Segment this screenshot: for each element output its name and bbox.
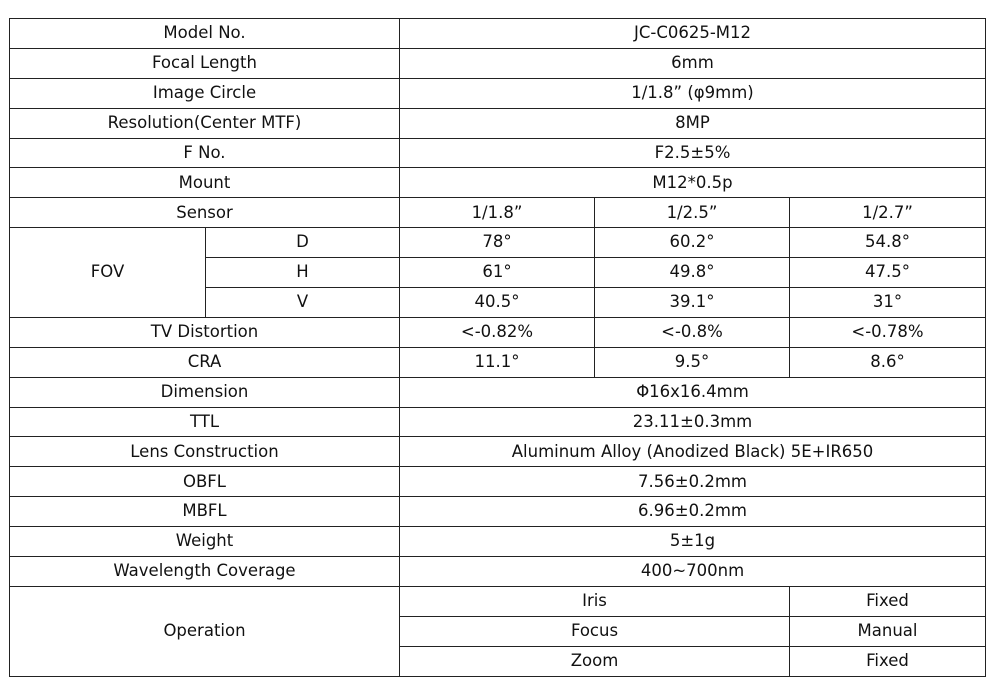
row-value: M12*0.5p	[400, 168, 986, 198]
row-label: Dimension	[10, 377, 400, 407]
table-row	[10, 78, 986, 108]
row-value: 9.5°	[595, 347, 790, 377]
row-value: 23.11±0.3mm	[400, 407, 986, 437]
row-label: MBFL	[10, 497, 400, 527]
table-row	[10, 168, 986, 198]
row-label: OBFL	[10, 467, 400, 497]
table-row	[10, 467, 986, 497]
row-value: 6.96±0.2mm	[400, 497, 986, 527]
row-value: <-0.8%	[595, 317, 790, 347]
row-value: 5±1g	[400, 527, 986, 557]
row-value: Φ16x16.4mm	[400, 377, 986, 407]
table-row	[10, 407, 986, 437]
sub-label: Zoom	[400, 646, 790, 676]
row-value: F2.5±5%	[400, 138, 986, 168]
row-value: 11.1°	[400, 347, 595, 377]
table-row	[10, 317, 986, 347]
row-value: Fixed	[790, 646, 986, 676]
table-row	[10, 347, 986, 377]
table-row	[10, 377, 986, 407]
row-value: 60.2°	[595, 228, 790, 258]
row-value: 8.6°	[790, 347, 986, 377]
row-label: Weight	[10, 527, 400, 557]
row-value: 40.5°	[400, 288, 595, 318]
table-row	[10, 497, 986, 527]
row-label: Lens Construction	[10, 437, 400, 467]
row-value: 49.8°	[595, 258, 790, 288]
row-value: <-0.82%	[400, 317, 595, 347]
table-row	[10, 437, 986, 467]
row-label: F No.	[10, 138, 400, 168]
row-value: Fixed	[790, 586, 986, 616]
row-value: JC-C0625-M12	[400, 19, 986, 49]
table-row	[10, 228, 986, 258]
row-value: Manual	[790, 616, 986, 646]
row-value: 1/1.8” (φ9mm)	[400, 78, 986, 108]
row-value: 6mm	[400, 48, 986, 78]
sub-label: Iris	[400, 586, 790, 616]
table-row	[10, 527, 986, 557]
row-label: CRA	[10, 347, 400, 377]
row-label: Focal Length	[10, 48, 400, 78]
row-label: Sensor	[10, 198, 400, 228]
table-row	[10, 19, 986, 49]
row-value: 8MP	[400, 108, 986, 138]
sub-label: H	[206, 258, 400, 288]
row-value: 400~700nm	[400, 557, 986, 587]
row-label: Mount	[10, 168, 400, 198]
row-label: Operation	[10, 586, 400, 676]
row-value: 1/2.7”	[790, 198, 986, 228]
row-value: 1/1.8”	[400, 198, 595, 228]
row-label: Wavelength Coverage	[10, 557, 400, 587]
row-value: 31°	[790, 288, 986, 318]
lens-spec-table	[9, 18, 986, 677]
table-row	[10, 138, 986, 168]
row-value: 54.8°	[790, 228, 986, 258]
sub-label: V	[206, 288, 400, 318]
row-value: 39.1°	[595, 288, 790, 318]
row-label: TTL	[10, 407, 400, 437]
row-label: FOV	[10, 228, 206, 318]
table-row	[10, 586, 986, 616]
row-value: 78°	[400, 228, 595, 258]
table-row	[10, 557, 986, 587]
table-row	[10, 198, 986, 228]
row-label: TV Distortion	[10, 317, 400, 347]
row-value: 7.56±0.2mm	[400, 467, 986, 497]
row-value: <-0.78%	[790, 317, 986, 347]
table-row	[10, 48, 986, 78]
row-value: 61°	[400, 258, 595, 288]
row-label: Resolution(Center MTF)	[10, 108, 400, 138]
table-row	[10, 108, 986, 138]
row-value: Aluminum Alloy (Anodized Black) 5E+IR650	[400, 437, 986, 467]
row-value: 1/2.5”	[595, 198, 790, 228]
row-label: Image Circle	[10, 78, 400, 108]
sub-label: Focus	[400, 616, 790, 646]
sub-label: D	[206, 228, 400, 258]
row-value: 47.5°	[790, 258, 986, 288]
row-label: Model No.	[10, 19, 400, 49]
